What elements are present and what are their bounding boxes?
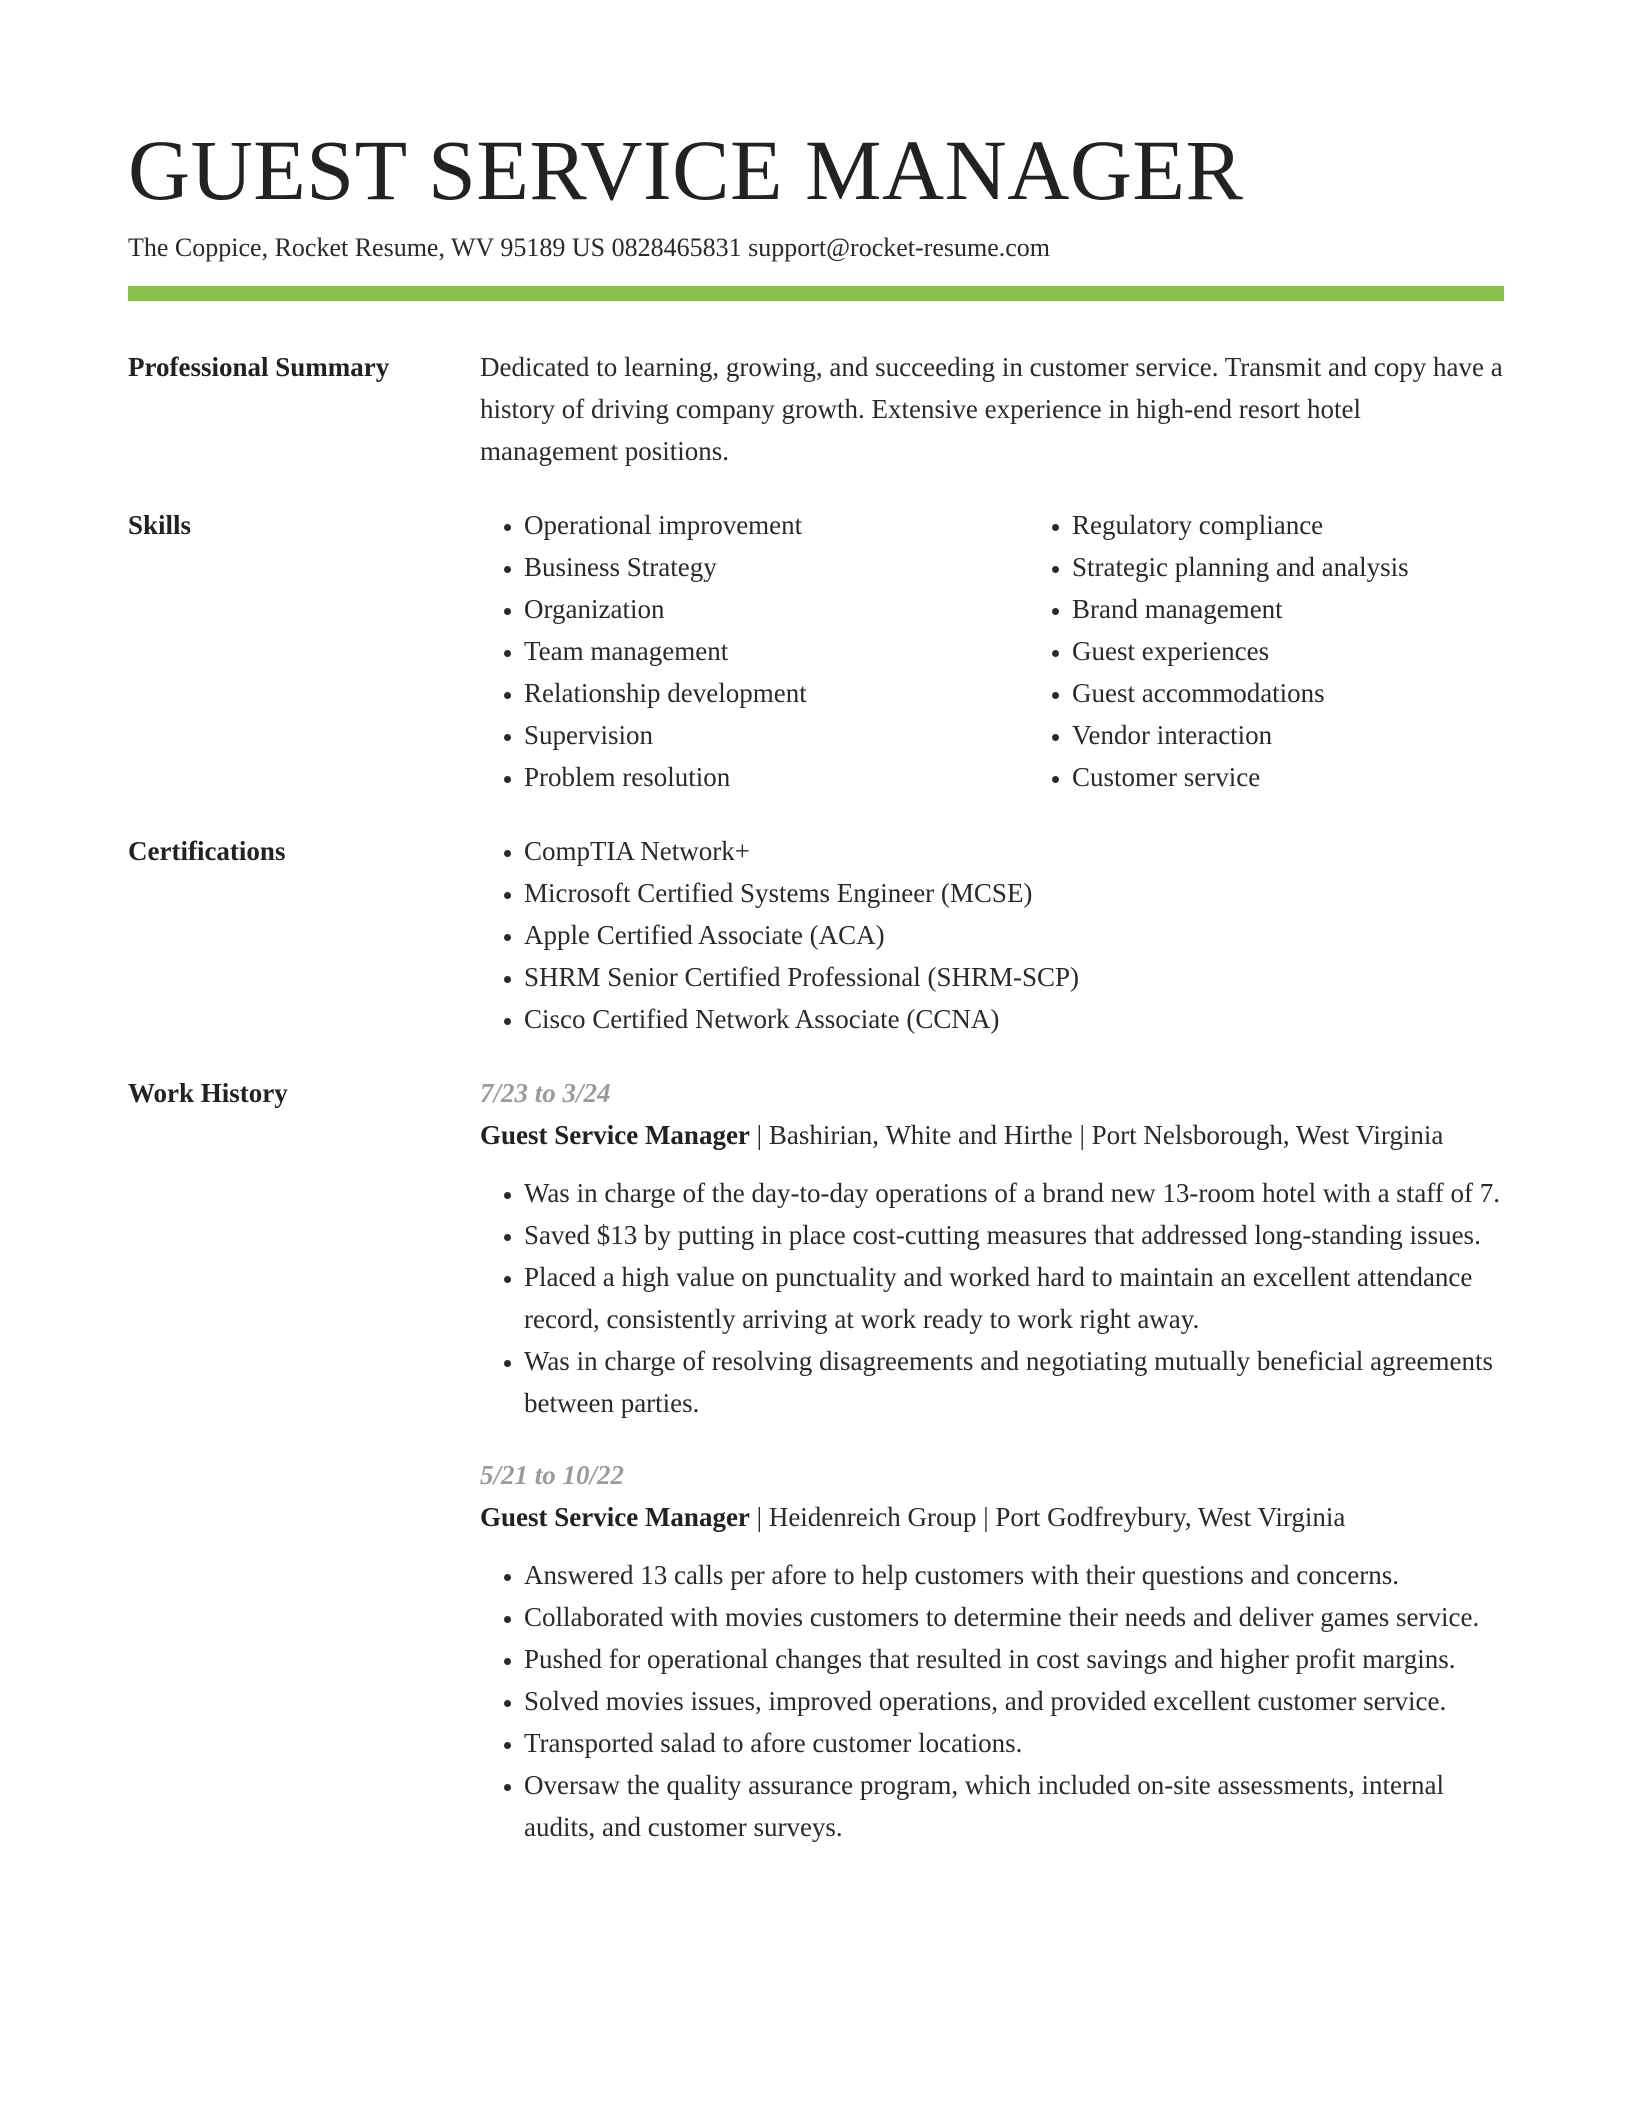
certification-item: • Apple Certified Associate (ACA) bbox=[524, 914, 1504, 956]
skill-item: • Organization bbox=[524, 588, 984, 630]
job-entry bbox=[480, 1454, 1504, 1848]
skill-item: • Team management bbox=[524, 630, 984, 672]
job-bullet: • Pushed for operational changes that resulted in cost savings and higher profit margins. bbox=[524, 1638, 1504, 1680]
job-heading bbox=[480, 1496, 1504, 1538]
contact-phone: 0828465831 bbox=[611, 233, 742, 262]
skill-item: • Guest experiences bbox=[1072, 630, 1542, 672]
section-label-skills: Skills bbox=[128, 510, 192, 540]
section-label-work-history: Work History bbox=[128, 1078, 288, 1108]
skill-item: • Brand management bbox=[1072, 588, 1542, 630]
job-bullet: • Was in charge of resolving disagreements and negotiating mutually beneficial agreements between parties. bbox=[524, 1340, 1504, 1424]
certifications-body bbox=[480, 830, 1504, 1040]
contact-address: The Coppice, Rocket Resume, WV 95189 US bbox=[128, 233, 606, 262]
job-title: Guest Service Manager bbox=[480, 1120, 750, 1150]
job-bullet: • Transported salad to afore customer locations. bbox=[524, 1722, 1504, 1764]
skill-item: • Problem resolution bbox=[524, 756, 984, 798]
skills-body bbox=[480, 504, 1504, 798]
skill-item: • Strategic planning and analysis bbox=[1072, 546, 1542, 588]
job-bullet: • Collaborated with movies customers to determine their needs and deliver games service. bbox=[524, 1596, 1504, 1638]
job-heading bbox=[480, 1114, 1504, 1156]
section-label-certifications: Certifications bbox=[128, 836, 286, 866]
header-divider bbox=[128, 286, 1504, 301]
certifications-list bbox=[480, 830, 1504, 1040]
skill-item: • Customer service bbox=[1072, 756, 1542, 798]
skill-item: • Supervision bbox=[524, 714, 984, 756]
section-label-summary: Professional Summary bbox=[128, 352, 390, 382]
certification-item: • Microsoft Certified Systems Engineer (MCSE) bbox=[524, 872, 1504, 914]
skill-item: • Guest accommodations bbox=[1072, 672, 1542, 714]
skills-list-right bbox=[1028, 504, 1542, 798]
job-details: | Bashirian, White and Hirthe | Port Nelsborough, West Virginia bbox=[749, 1120, 1444, 1150]
certification-item: • SHRM Senior Certified Professional (SHRM-SCP) bbox=[524, 956, 1504, 998]
job-bullet: • Placed a high value on punctuality and worked hard to maintain an excellent attendance record, consistently arriving at work ready to work right away. bbox=[524, 1256, 1504, 1340]
skill-item: • Relationship development bbox=[524, 672, 984, 714]
certification-item: • Cisco Certified Network Associate (CCNA) bbox=[524, 998, 1504, 1040]
job-bullet: • Answered 13 calls per afore to help customers with their questions and concerns. bbox=[524, 1554, 1504, 1596]
job-bullets bbox=[480, 1554, 1504, 1848]
job-dates: 7/23 to 3/24 bbox=[480, 1078, 611, 1108]
job-entry bbox=[480, 1072, 1504, 1424]
certification-item: • CompTIA Network+ bbox=[524, 830, 1504, 872]
job-bullet: • Oversaw the quality assurance program, which included on-site assessments, internal audits, and customer surveys. bbox=[524, 1764, 1504, 1848]
job-title: Guest Service Manager bbox=[480, 1502, 750, 1532]
job-bullets bbox=[480, 1172, 1504, 1424]
skill-item: • Business Strategy bbox=[524, 546, 984, 588]
skill-item: • Vendor interaction bbox=[1072, 714, 1542, 756]
skills-list-left bbox=[480, 504, 984, 798]
resume-title: GUEST SERVICE MANAGER bbox=[128, 122, 1244, 218]
job-bullet: • Saved $13 by putting in place cost-cutting measures that addressed long-standing issues. bbox=[524, 1214, 1504, 1256]
contact-line bbox=[128, 230, 1050, 266]
contact-email: support@rocket-resume.com bbox=[748, 233, 1051, 262]
skill-item: • Operational improvement bbox=[524, 504, 984, 546]
job-dates: 5/21 to 10/22 bbox=[480, 1460, 625, 1490]
summary-body bbox=[480, 346, 1504, 472]
job-details: | Heidenreich Group | Port Godfreybury, West Virginia bbox=[749, 1502, 1346, 1532]
skill-item: • Regulatory compliance bbox=[1072, 504, 1542, 546]
work-history-body bbox=[480, 1072, 1504, 1848]
job-bullet: • Was in charge of the day-to-day operations of a brand new 13-room hotel with a staff of 7. bbox=[524, 1172, 1504, 1214]
summary-text: Dedicated to learning, growing, and succeeding in customer service. Transmit and copy have a history of driving company growth. Extensive experience in high-end resort hotel management positions. bbox=[480, 352, 1503, 466]
job-bullet: • Solved movies issues, improved operations, and provided excellent customer service. bbox=[524, 1680, 1504, 1722]
